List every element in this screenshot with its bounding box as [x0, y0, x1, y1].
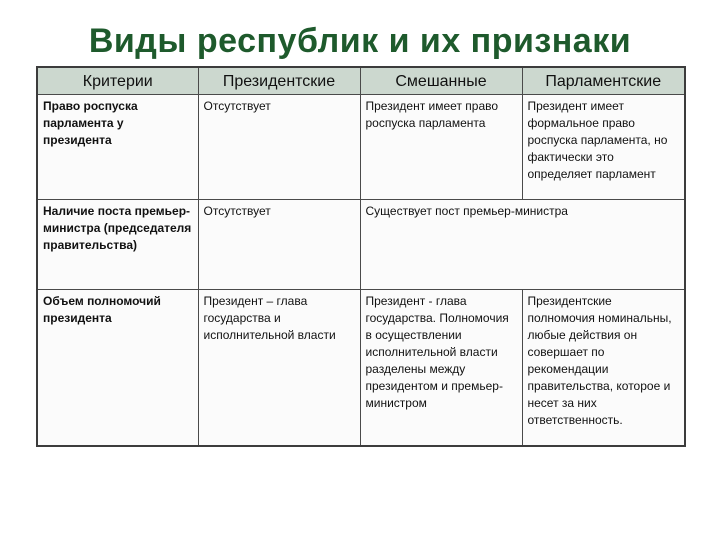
header-parliamentary: Парламентские: [522, 67, 685, 95]
criterion-cell: Наличие поста премьер-министра (председателя правительства): [37, 200, 198, 290]
criterion-cell: Право роспуска парламента у президента: [37, 95, 198, 200]
header-presidential: Президентские: [198, 67, 360, 95]
header-mixed: Смешанные: [360, 67, 522, 95]
slide-title: Виды республик и их признаки: [88, 22, 632, 60]
republics-table: [36, 66, 686, 447]
table-row: [37, 200, 685, 290]
presidential-cell: Отсутствует: [198, 200, 360, 290]
mixed-cell: Президент имеет право роспуска парламента: [360, 95, 522, 200]
mixed-cell: Президент - глава государства. Полномочия в осуществлении исполнительной власти разделены между президентом и премьер-министром: [360, 290, 522, 447]
header-criteria: Критерии: [37, 67, 198, 95]
presidential-cell: Отсутствует: [198, 95, 360, 200]
table-row: [37, 290, 685, 447]
criterion-cell: Объем полномочий президента: [37, 290, 198, 447]
presidential-cell: Президент – глава государства и исполнительной власти: [198, 290, 360, 447]
table-row: [37, 95, 685, 200]
parliamentary-cell: Президентские полномочия номинальны, любые действия он совершает по рекомендации правительства, которое и несет за них ответственность.: [522, 290, 685, 447]
table-header-row: [37, 67, 685, 95]
mixed-parliamentary-cell: Существует пост премьер-министра: [360, 200, 685, 290]
parliamentary-cell: Президент имеет формальное право роспуска парламента, но фактически это определяет парламент: [522, 95, 685, 200]
